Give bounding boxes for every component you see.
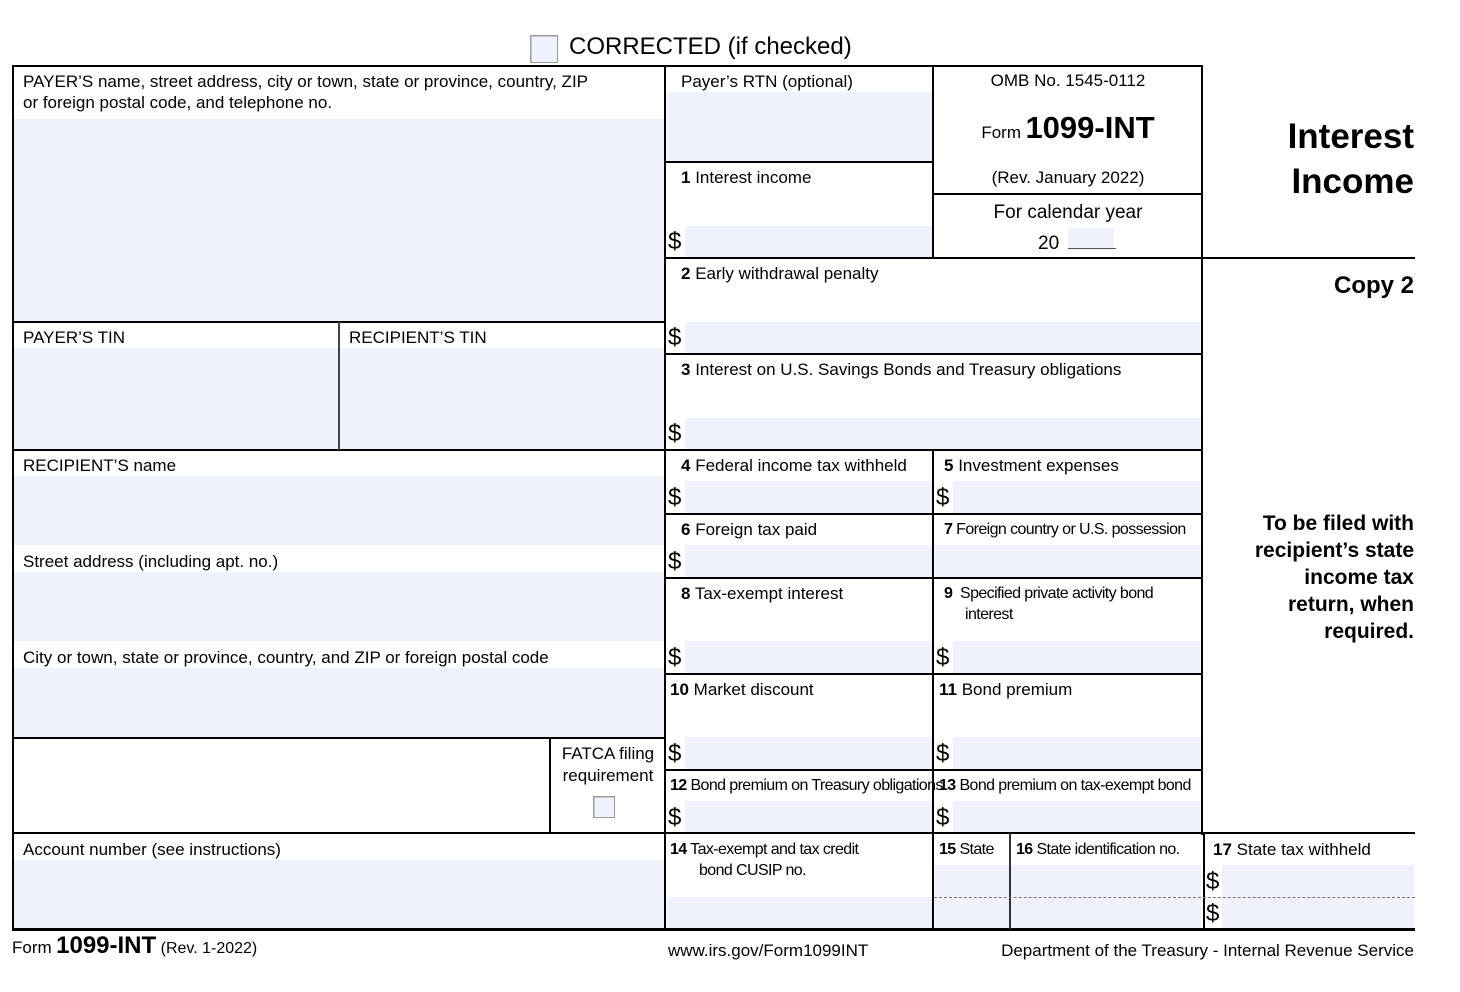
title-line2: Income (1291, 162, 1414, 201)
box11-dollar: $ (936, 740, 950, 767)
calendar-year-label: For calendar year (993, 202, 1143, 223)
box8-dollar: $ (668, 644, 682, 671)
box5-dollar: $ (936, 484, 950, 511)
box8-bottom-line (664, 673, 1203, 675)
omb-number: OMB No. 1545-0112 (990, 71, 1146, 90)
box6-bottom-line (664, 577, 1203, 579)
box13-dollar: $ (936, 804, 950, 831)
payer-tin-label: PAYER’S TIN (23, 328, 126, 347)
footer-url[interactable]: www.irs.gov/Form1099INT (668, 941, 869, 960)
box14-label-line2: bond CUSIP no. (699, 862, 806, 879)
form-word: Form (981, 123, 1021, 142)
payer-rtn-input[interactable] (667, 92, 933, 161)
box16-input-2[interactable] (1011, 898, 1201, 929)
state-row-dashed-line (934, 897, 1415, 898)
footer-revision: (Rev. 1-2022) (160, 940, 258, 957)
box6-input[interactable] (685, 545, 933, 577)
box12-label: 12 Bond premium on Treasury obligations (670, 777, 943, 794)
form-number-block (934, 110, 1202, 146)
fatca-label-line2: requirement (562, 766, 654, 785)
box14-input[interactable] (667, 897, 933, 929)
box17-label: 17 State tax withheld (1213, 840, 1371, 859)
box4-input[interactable] (685, 481, 933, 513)
footer-form-number: 1099-INT (56, 932, 157, 959)
account-number-input[interactable] (14, 860, 664, 929)
box13-input[interactable] (953, 801, 1201, 832)
box5-label: 5 Investment expenses (944, 456, 1119, 475)
box4-dollar: $ (668, 484, 682, 511)
box10-dollar: $ (668, 740, 682, 767)
recipient-tin-input[interactable] (340, 348, 664, 449)
box3-bottom-line (664, 449, 1203, 451)
year-underline (1068, 248, 1116, 249)
box10-bottom-line (664, 769, 1203, 771)
street-address-input[interactable] (14, 572, 664, 641)
fatca-label-line1: FATCA filing (561, 744, 655, 763)
account-top-line (12, 832, 1415, 834)
recipient-tin-label: RECIPIENT’S TIN (349, 328, 487, 347)
box12-input[interactable] (685, 801, 933, 832)
form-revision: (Rev. January 2022) (991, 168, 1145, 187)
box15-input-1[interactable] (935, 865, 1009, 897)
corrected-checkbox[interactable] (530, 35, 558, 63)
copy-label: Copy 2 (1333, 272, 1414, 299)
box10-label: 10 Market discount (670, 680, 814, 699)
form-title (1210, 114, 1414, 204)
box6-dollar: $ (668, 548, 682, 575)
box9-input[interactable] (953, 641, 1201, 673)
box8-input[interactable] (685, 641, 933, 673)
box9-label-line2: interest (965, 606, 1013, 623)
box8-label: 8 Tax-exempt interest (681, 584, 844, 603)
box13-label: 13 Bond premium on tax-exempt bond (939, 777, 1191, 794)
box16-label: 16 State identification no. (1016, 841, 1180, 858)
city-label: City or town, state or province, country, and ZIP or foreign postal code (23, 648, 549, 667)
box4-label: 4 Federal income tax withheld (681, 456, 907, 475)
box2-input[interactable] (685, 322, 1201, 353)
footer-form-id: Form 1099-INT (Rev. 1-2022) (12, 932, 258, 959)
col-divider-left (664, 65, 666, 931)
filing-note: To be filed with recipient’s state income tax return, when required. (1254, 512, 1414, 643)
box17-input-1[interactable] (1222, 865, 1414, 897)
rtn-bottom-line (664, 161, 934, 163)
account-number-label: Account number (see instructions) (23, 840, 281, 859)
box11-input[interactable] (953, 737, 1201, 769)
box2-label: 2 Early withdrawal penalty (681, 264, 879, 283)
box6-label: 6 Foreign tax paid (681, 520, 818, 539)
fatca-divider (549, 738, 551, 833)
box17-dollar-1: $ (1206, 868, 1220, 895)
box17-dollar-2: $ (1206, 900, 1220, 927)
box1-dollar: $ (668, 228, 682, 255)
recipient-name-label: RECIPIENT’S name (23, 456, 177, 475)
payer-name-label-line2: or foreign postal code, and telephone no. (23, 93, 333, 112)
box2-bottom-line (664, 353, 1203, 355)
box15-label: 15 State (939, 841, 994, 858)
form-left-border (12, 65, 14, 931)
box16-input-1[interactable] (1011, 865, 1201, 897)
box12-dollar: $ (668, 804, 682, 831)
recipient-name-input[interactable] (14, 476, 664, 545)
box3-input[interactable] (685, 418, 1201, 449)
form-number: 1099-INT (1025, 110, 1155, 145)
box5-input[interactable] (953, 481, 1201, 513)
box14-label-line1: 14 Tax-exempt and tax credit (670, 841, 859, 858)
tin-divider (338, 322, 340, 450)
payer-tin-input[interactable] (14, 348, 338, 449)
fatca-checkbox[interactable] (593, 796, 615, 818)
box4-bottom-line (664, 513, 1203, 515)
box2-dollar: $ (668, 324, 682, 351)
box3-dollar: $ (668, 420, 682, 447)
col-divider-mid-bottom (932, 450, 934, 931)
street-address-label: Street address (including apt. no.) (23, 552, 279, 571)
box1-input[interactable] (685, 226, 933, 257)
rev-bottom-line (932, 193, 1203, 195)
payer-name-label-line1: PAYER’S name, street address, city or town, state or province, country, ZIP (23, 72, 589, 91)
box11-label: 11 Bond premium (939, 680, 1073, 699)
city-input[interactable] (14, 668, 664, 737)
box1-label: 1 Interest income (681, 168, 812, 187)
form-top-border (12, 65, 1203, 67)
box7-label: 7 Foreign country or U.S. possession (944, 521, 1186, 538)
box3-label: 3 Interest on U.S. Savings Bonds and Treasury obligations (681, 360, 1122, 379)
corrected-label: CORRECTED (if checked) (569, 33, 852, 60)
box1-bottom-line (664, 257, 1415, 259)
box9-dollar: $ (936, 644, 950, 671)
box7-input[interactable] (935, 545, 1201, 577)
box15-input-2[interactable] (935, 898, 1009, 929)
box17-input-2[interactable] (1222, 898, 1414, 929)
year-suffix-input[interactable] (1068, 228, 1114, 250)
box10-input[interactable] (685, 737, 933, 769)
payer-rtn-label: Payer’s RTN (optional) (681, 72, 853, 91)
year-prefix: 20 (1038, 233, 1060, 254)
recipient-bottom-line (12, 737, 666, 739)
title-line1: Interest (1287, 117, 1414, 156)
box15-16-divider (1009, 833, 1011, 929)
box17-left-border (1203, 833, 1205, 930)
box9-label-line1: 9 Specified private activity bond (944, 585, 1154, 602)
payer-name-input[interactable] (14, 119, 664, 321)
footer-agency: Department of the Treasury - Internal Revenue Service (1001, 941, 1414, 960)
